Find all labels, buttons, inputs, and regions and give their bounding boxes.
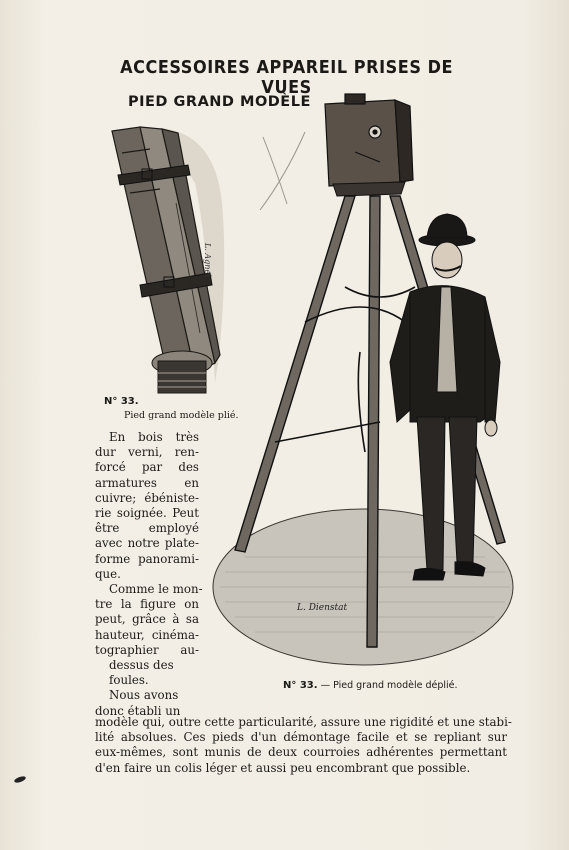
text-line: tographier au-: [95, 642, 199, 657]
text-line: forcé par des: [95, 460, 199, 475]
svg-text:L. Agnel: L. Agnel: [203, 243, 212, 277]
text-line: avec notre plate-: [95, 536, 199, 551]
text-line: modèle qui, outre cette particularité, assure une rigidité et une stabi-: [95, 715, 512, 729]
svg-text:L. Dienstat: L. Dienstat: [297, 603, 348, 613]
description-column: [95, 430, 203, 719]
text-line: être employé: [95, 521, 199, 536]
text-line: tre la figure on: [95, 597, 199, 612]
unfolded-tripod-illustration: [205, 92, 535, 674]
text-line: lité absolues. Ces pieds d'un démontage facile et se repliant sur: [95, 730, 507, 745]
description-full-width: [95, 715, 512, 776]
text-line: hauteur, cinéma-: [95, 627, 199, 642]
text-line: que.: [95, 566, 121, 581]
page-subtitle: PIED GRAND MODÈLE: [128, 94, 311, 110]
text-line: Comme le mon-: [109, 582, 203, 597]
unfolded-figure-number: N° 33.: [283, 680, 318, 691]
text-line: Nous avons: [109, 688, 179, 703]
text-line: forme panorami-: [95, 551, 199, 566]
page-title: ACCESSOIRES APPAREIL PRISES DE VUES: [120, 58, 454, 98]
ink-spot: [14, 775, 27, 784]
unfolded-figure-caption: [283, 680, 458, 691]
text-line: cuivre; ébéniste-: [95, 490, 199, 505]
text-line: rie soignée. Peut: [95, 506, 199, 521]
text-line: d'en faire un colis léger et aussi peu encombrant que possible.: [95, 760, 471, 775]
unfolded-figure-caption-text: — Pied grand modèle déplié.: [320, 680, 458, 691]
text-line: donc établi un: [95, 703, 181, 718]
text-line: En bois très: [109, 430, 199, 444]
text-line: eux-mêmes, sont munis de deux courroies adhérentes permettant: [95, 745, 507, 760]
folded-figure-number: N° 33.: [104, 396, 139, 407]
text-line: foules.: [109, 673, 149, 688]
text-line: armatures en: [95, 475, 199, 490]
text-line: peut, grâce à sa: [95, 612, 199, 627]
folded-figure-caption: Pied grand modèle plié.: [124, 410, 239, 421]
text-line: dessus des: [109, 658, 174, 673]
text-line: dur verni, ren-: [95, 445, 199, 460]
